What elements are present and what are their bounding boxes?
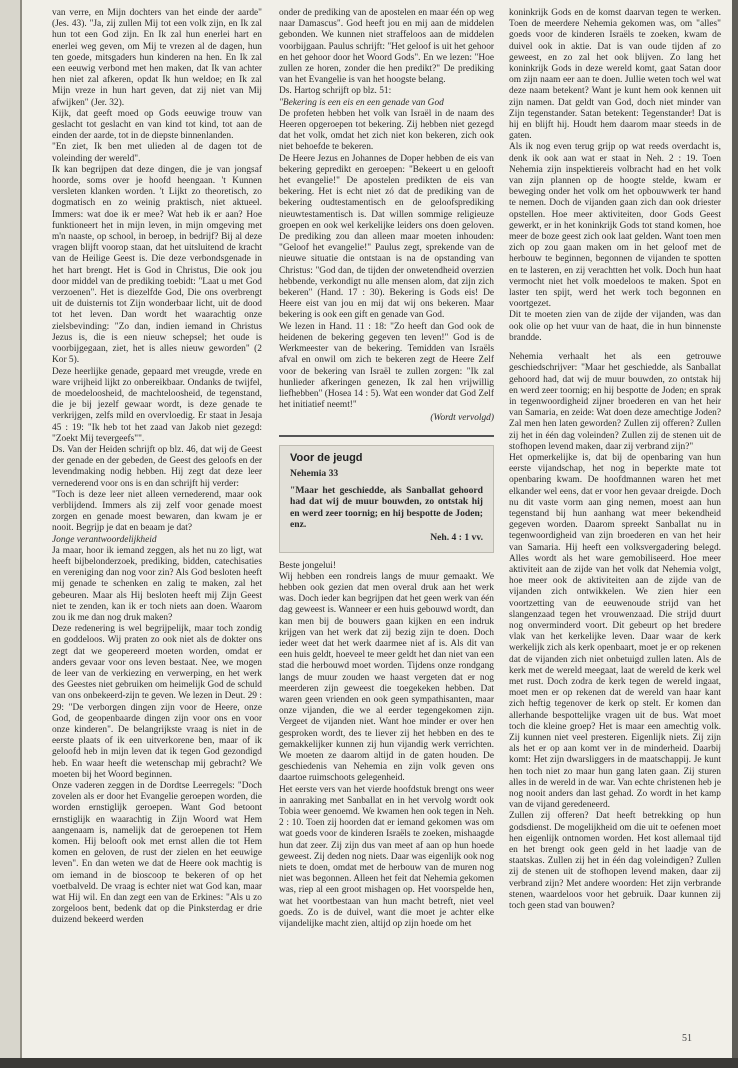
paragraph: koninkrijk Gods en de komst daarvan tegen te werken. Toen de meerdere Nehemia gekomen was, om "alles" goeds voor de kinderen Israëls te zoeken, kwam de duivel ook in aktie. Dat is van oude tijden af zo geweest, en zo zal het ook blijven. Zo lang het koninkrijk Gods in deze wereld komt, gaat Satan door om zijn naam eer aan te doen. Jullie weten toch wel wat deze naam betekent? Want je kunt hem ook kennen uit zijn namen. Dat geldt van God, doch niet minder van Zijn tegenstander. Satan betekent: Tegenstander! Dat is hij en blijft hij. Houdt hem daarom maar steeds in de gaten.: [509, 8, 721, 142]
salutation: Beste jongelui!: [279, 560, 337, 571]
bible-reference: Neh. 4 : 1 vv.: [430, 532, 483, 544]
magazine-page: [20, 0, 734, 1058]
page-number: 51: [682, 1033, 692, 1044]
paragraph: van verre, en Mijn dochters van het einde der aarde" (Jes. 43). "Ja, zij zullen Mij tot een volk zijn, en Ik zal hun tot een God zijn. En Ik zal hun enerlei hart en enerlei weg geven, om Mij te vrezen al de dagen, hun ten goede, mitsgaders hun kinderen na hen. En Ik zal een eeuwig verbond met hen maken, dat Ik van achter hen niet zal afkeren, opdat Ik hun weldoe; en Ik zal Mijn vreze in hun hart geven, dat zij niet van Mij afwijken" (Jer. 32).: [52, 8, 262, 108]
bible-quote: "Maar het geschiedde, als Sanballat gehoord had dat wij de muur bouwden, zo ontstak hij en werd zeer toornig; en hij bespotte de Joden; enz.: [290, 484, 483, 530]
continued-note: (Wordt vervolgd): [430, 413, 494, 424]
paragraph: Dit te moeten zien van de zijde der vijanden, was dan ook olie op het vuur van de haat, die in hun binnenste brandde.: [509, 310, 721, 343]
paragraph: Ja maar, hoor ik iemand zeggen, als het nu zo ligt, wat heeft bijbelonderzoek, prediking, bidden, catechisaties en vereniging dan nog voor zin? Als God besloten heeft mij genade te schenken en zalig te maken, zal het gebeuren. Maar als Hij besloten heeft mij Zijn Geest niet te zenden, kan ik er toch niets aan doen. Waarom zou ik me dan nog druk maken?: [52, 545, 262, 623]
paragraph: "En ziet, Ik ben met ulieden al de dagen tot de voleinding der wereld".: [52, 142, 262, 164]
paragraph: Als ik nog even terug grijp op wat reeds overdacht is, denk ik ook aan wat er staat in Neh. 2 : 19. Toen Nehemia zijn inspektiereis volbracht had en het volk van zijn plannen op de hoogte stelde, kwam er beweging onder het volk om het opbouwwerk ter hand te nemen. Doch de vijanden gaan zich dan ook driester opstellen. Hoe meer aktiviteiten, door Gods Geest gewerkt, er in het koninkrijk Gods tot stand komen, hoe meer de boze geest zich ook laat gelden. Want toen men zich op zou gaan maken om in het geloof met de herbouw te beginnen, begonnen de vijanden te spotten en te lasteren, en zij verachtten het volk. Doch hun haat vermocht niet het volk moedeloos te maken. Spot en laster ten spijt, werd het werk toch begonnen en voortgezet.: [509, 142, 721, 310]
section-subtitle: Nehemia 33: [290, 467, 339, 479]
paragraph: Het opmerkelijke is, dat bij de openbaring van hun eerste vijandschap, het nog in beperkte mate tot openbaring kwam. De hoofdmannen waren het met elkander wel eens, dat er voor hen gevaar dreigde. Doch nu dit vaste vorm aan ging nemen, moest aan hun tegenstand bij hun aanhang wat meer bekendheid gegeven worden. Daarom spreekt Sanballat nu in tegenwoordigheid van zijn broederen en van het heir van Samaria. Hij heeft een volksvergadering belegd. Alles wordt als het ware gemobiliseerd. Hoe meer aktiviteit aan de zijde van het volk dat Nehemia volgt, hoe meer ook de aktiviteiten aan de zijde van de vijanden zich ontwikkelen. We zien hier een voortzetting van de eeuwenoude strijd van het slangenzaad tegen het vrouwenzaad. Die strijd duurt nog onverminderd voort. Dit gebeurt op het bredere vlak van het kerkelijke leven. Daar waar de kerk werkelijk zich als kerk openbaart, moet je er op rekenen dat de vijanden zich niet onbetuigd zullen laten. Als de kerk met de wereld meegaat, laat de wereld de kerk wel met rust. Doch zodra de kerk tegen de wereld ingaat, moet men er op rekenen dat de wereld van haar kant zich heftig tegenover de kerk op stelt. Er komen dan allerhande bespottelijke vragen uit de bus. Wat moet toch die kleine groep? Het is maar een amechtig volk. Zij kunnen niet veel presteren. Eigenlijk niets. Zij zijn als het er op aan komt ver in de minderheid. Daarbij komt: Het zijn dwarsliggers in de maatschappij. Je kunt hen toch niet zo maar hun gang laten gaan. Zij sturen alles in de wereld in de war. Van echte christenen heb je nog nooit anders dan last gehad. Zo wordt in het kamp van de vijand geredeneerd.: [509, 452, 721, 811]
youth-section-box: [279, 445, 494, 553]
paragraph: Onze vaderen zeggen in de Dordtse Leerregels: "Doch zovelen als er door het Evangelie geroepen worden, die worden ernstiglijk geroepen. Want God betoont ernstiglijk en waarachtig in Zijn Woord wat Hem aangenaam is, namelijk dat de geroepenen tot Hem komen. Hij belooft ook met ernst allen die tot Hem komen en geloven, de rust der zielen en het eeuwige leven". En dan weten we dat de Heere ook machtig is om iemand in de bioscoop te bekeren of op het voetbalveld. De vraag is echter niet wat God kan, maar wat Hij wil. En dan zegt een van de Erkines: "Als u zo zorgeloos bent, bedenk dat op die Pinksterdag er drie duizend bekeerd werden: [52, 781, 262, 926]
paragraph: Kijk, dat geeft moed op Gods eeuwige trouw van geslacht tot geslacht en van kind tot kind, tot aan de einden der aarde, tot in de diepste binnenlanden.: [52, 108, 262, 142]
section-title: Voor de jeugd: [290, 451, 363, 464]
spacer: [509, 344, 721, 352]
quote-heading: "Bekering is een eis en een genade van God: [279, 97, 444, 108]
paragraph: Zullen zij offeren? Dat heeft betrekking op hun godsdienst. De mogelijkheid om die uit te oefenen moet hen eigenlijk ontnomen worden. Het kost allemaal tijd en het brengt ook geen geld in het laadje van de staatskas. Zullen zij het in één dag voleindigen? Zullen zij de stenen uit de stofhopen levend maken, daar zij verbrand zijn? Met andere woorden: Het zijn verbrande stenen, waardeloos voor het gebruik. Daar kunnen zij toch geen stad van bouwen?: [509, 811, 721, 912]
paragraph: Deze redenering is wel begrijpelijk, maar toch zondig en goddeloos. Wij praten zo ook niet als de dokter ons zegt dat we geopereerd moeten worden, omdat er anders gevaar voor ons leven bestaat. Nee, we mogen de leer van de verkiezing en verwerping, en het werk des Geestes niet gebruiken om heimelijk God de schuld van ons onbekeerd-zijn te geven. We lezen in Deut. 29 : 29: "De verborgen dingen zijn voor de Heere, onze God, de geopenbaarde dingen zijn voor ons en voor onze kinderen". De belangrijkste vraag is niet in de eerste plaats of ik een uitverkorene ben, maar of ik geloofd heb in mijn leven dat ik tegen God gezondigd heb. En waar heeft die wetenschap mij gebracht? We moeten bij het Woord beginnen.: [52, 624, 262, 780]
scan-bottom-border: [0, 1058, 738, 1068]
section-heading: Jonge verantwoordelijkheid: [52, 534, 157, 545]
paragraph: De Heere Jezus en Johannes de Doper hebben de eis van bekering gepredikt en geroepen: "Bekeert u en gelooft het evangelie!" De apostelen predikten de eis van bekering. Het is echt niet zó dat de prediking van de bekering oudtestamentisch en de geloofsprediking nieuwtestamentisch is. Dat willen sommige religieuze groepen en ook wel kerkelijke leiders ons doen geloven. De prediking zou dan alleen maar moeten inhouden: "Geloof het evangelie!" Paulus zegt, sprekende van de nieuwe situatie die ontstaan is na de opstanding van Christus: "God dan, de tijden der onwetendheid overzien hebbende, verkondigt nu alle mensen alom, dat zijn zich bekeren" (Hand. 17 : 30). Bekering is Gods eis! De Heere eist van jou en mij dat wij ons bekeren. Maar bekering is ook een gift en genade van God.: [279, 153, 494, 321]
paragraph: Ds. Van der Heiden schrijft op blz. 46, dat wij de Geest der genade en der gebeden, de Geest des geloofs en der levendmaking nodig hebben. Hij zegt dat deze leer vernederend voor ons is en dan schrijft hij verder:: [52, 444, 262, 489]
section-divider: [279, 435, 494, 437]
paragraph: Ik kan begrijpen dat deze dingen, die je van jongsaf hoorde, soms over je hoofd heengaan. 't Kunnen versleten klanken worden. 't Lijkt zo theoretisch, zo dogmatisch en zo weinig praktisch, niet aktueel. Immers: wat doe ik er mee? Wat heb ik er aan? Hoe funktioneert het in mijn leven, in mijn omgeving met m'n naaste, op school, in beroep, in bedrijf? Bij al deze vragen blijft voorop staan, dat het uitsluitend de kracht van de Heilige Geest is. Die deze verbondsgenade in het hart brengt. Het is God in Christus, Die ook jou door middel van de prediking toebidt: "Laat u met God verzoenen". Het is diezelfde God, Die ons overbrengt uit de duisternis tot Zijn wonderbaar licht, uit de dood tot het leven. Dan wordt het waarachtig onze zielsbevinding: "Zo dan, indien iemand in Christus Jezus is, die is een nieuw schepsel; het oude is voorbijgegaan, ziet, het is alles nieuw geworden" (2 Kor 5).: [52, 164, 262, 366]
column-left: [52, 8, 262, 1053]
column-middle: [279, 8, 494, 1053]
paragraph: Het eerste vers van het vierde hoofdstuk brengt ons weer in aanraking met Sanballat en in het vervolg wordt ook Tobia weer genoemd. We kwamen hen ook tegen in Neh. 2 : 10. Toen zij hoorden dat er iemand gekomen was om wat goeds voor de kinderen Israëls te zoeken, mishaagde hun dat zeer. Zij zijn dus van meet af aan op hun hoede geweest. Zij deden nog niets. Daar was eigenlijk ook nog niets te doen, omdat met de herbouw van de muren nog niet was begonnen. Alleen het feit dat Nehemia gekomen was, riep al een groot mishagen op. Het voorspelde hen, wat het voortbestaan van hun macht betreft, niet veel goeds. Zo is de duivel, want die moet je achter elke vijandelijke macht zien, altijd op zijn hoede om het: [279, 784, 494, 930]
column-right: [509, 8, 721, 1053]
paragraph: Ds. Hartog schrijft op blz. 51:: [279, 86, 392, 97]
paragraph: Wij hebben een rondreis langs de muur gemaakt. We hebben ook gezien dat men overal druk aan het werk was. Doch ieder kan begrijpen dat het geen werk van één dag geweest is. Wanneer er een huis gebouwd wordt, dan kan men bij de bouwers gaan kijken en een indruk krijgen van het werk dat zij bezig zijn te doen. Doch ieder weet dat het werk daarmee niet af is. Als dit van een huis geldt, hoeveel te meer geldt het dan niet van een stad die herbouwd moet worden. Tijdens onze rondgang langs de muur zouden we haast vergeten dat er nog meerderen zijn geweest die toegekeken hebben. Dat waren geen vrienden en ook geen sympathisanten, maar onze vijanden, die we al eerder tegengekomen zijn. Vergeet de vijanden niet. Want hoe minder er over hen gesproken wordt, des te liever zij het hebben en des te gemakkelijker kunnen zij hun vijandig werk verrichten. We moeten ze daarom altijd in de gaten houden. De geschiedenis van Nehemia en zijn volk geven ons daartoe ruimschoots gelegenheid.: [279, 571, 494, 784]
page-edge-shadow: [732, 0, 738, 1068]
paragraph: onder de prediking van de apostelen en maar één op weg naar Damascus". God heeft jou en mij aan de middelen gebonden. We kunnen niet straffeloos aan de middelen voorbijgaan. Paulus schrijft: "Het geloof is uit het gehoor en het gehoor door het Woord Gods". En we lezen: "Hoe zullen ze horen, zonder die hen predikt?" De prediking van het Evangelie is van het hoogste belang.: [279, 8, 494, 86]
paragraph: "Toch is deze leer niet alleen vernederend, maar ook verblijdend. Immers als zij zelf voor genade moest zorgen en genade moest bewaren, dan kwam je er nooit. Begrijp je dat en beaam je dat?: [52, 489, 262, 534]
paragraph: Nehemia verhaalt het als een getrouwe geschiedschrijver: "Maar het geschiedde, als Sanballat gehoord had, dat wij de muur bouwden, zo ontstak hij en werd zeer toornig; en hij bespotte de Joden; en sprak in tegenwoordigheid zijner broederen en van het heir van Samaria, en zeide: Wat doen deze amechtige Joden? Zal men hen laten geworden? Zullen zij offeren? Zullen zij het in één dag voleinden? Zullen zij de stenen uit de stofhopen levend maken, daar zij verbrand zijn?": [509, 352, 721, 452]
paragraph: We lezen in Hand. 11 : 18: "Zo heeft dan God ook de heidenen de bekering gegeven ten leven!" God is de Werkmeester van de bekering. Temidden van Israëls afval en onwil om zich te bekeren zegt de Heere Zelf voor de bekering van Israël te zullen zorgen: "Ik zal hunlieder afkeringen genezen, Ik zal hen vrijwillig liefhebben" (Hosea 14 : 5). Wat een wonder dat God Zelf het initiatief neemt!": [279, 321, 494, 411]
paragraph: Deze heerlijke genade, gepaard met vreugde, vrede en ware vrijheid lijkt zo onbereikbaar. Ondanks de twijfel, de moedeloosheid, de machteloosheid, de tegenstand, die je bij jezelf gewaar wordt, is deze genade te verkrijgen, zelfs mild en overvloedig. Er staat in Jesaja 45 : 19: "Ik heb tot het zaad van Jakob niet gezegd: "Zoekt Mij tevergeefs"".: [52, 366, 262, 444]
paragraph: De profeten hebben het volk van Israël in de naam des Heeren opgeroepen tot bekering. Zij hebben niet gezegd dat het volk, omdat het zich niet kon bekeren, zich ook niet behoefde te bekeren.: [279, 108, 494, 153]
